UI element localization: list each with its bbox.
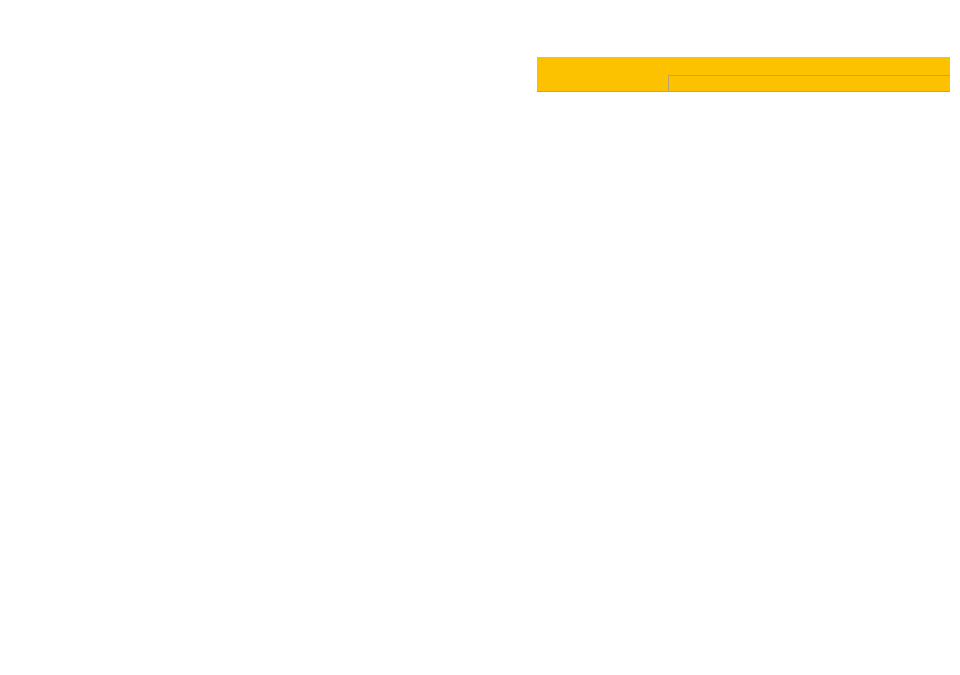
header-half-bees	[669, 76, 804, 92]
header-no-bees	[803, 76, 950, 92]
header-group	[669, 57, 951, 76]
header-plant	[537, 57, 669, 92]
pollination-loss-table	[537, 57, 950, 92]
